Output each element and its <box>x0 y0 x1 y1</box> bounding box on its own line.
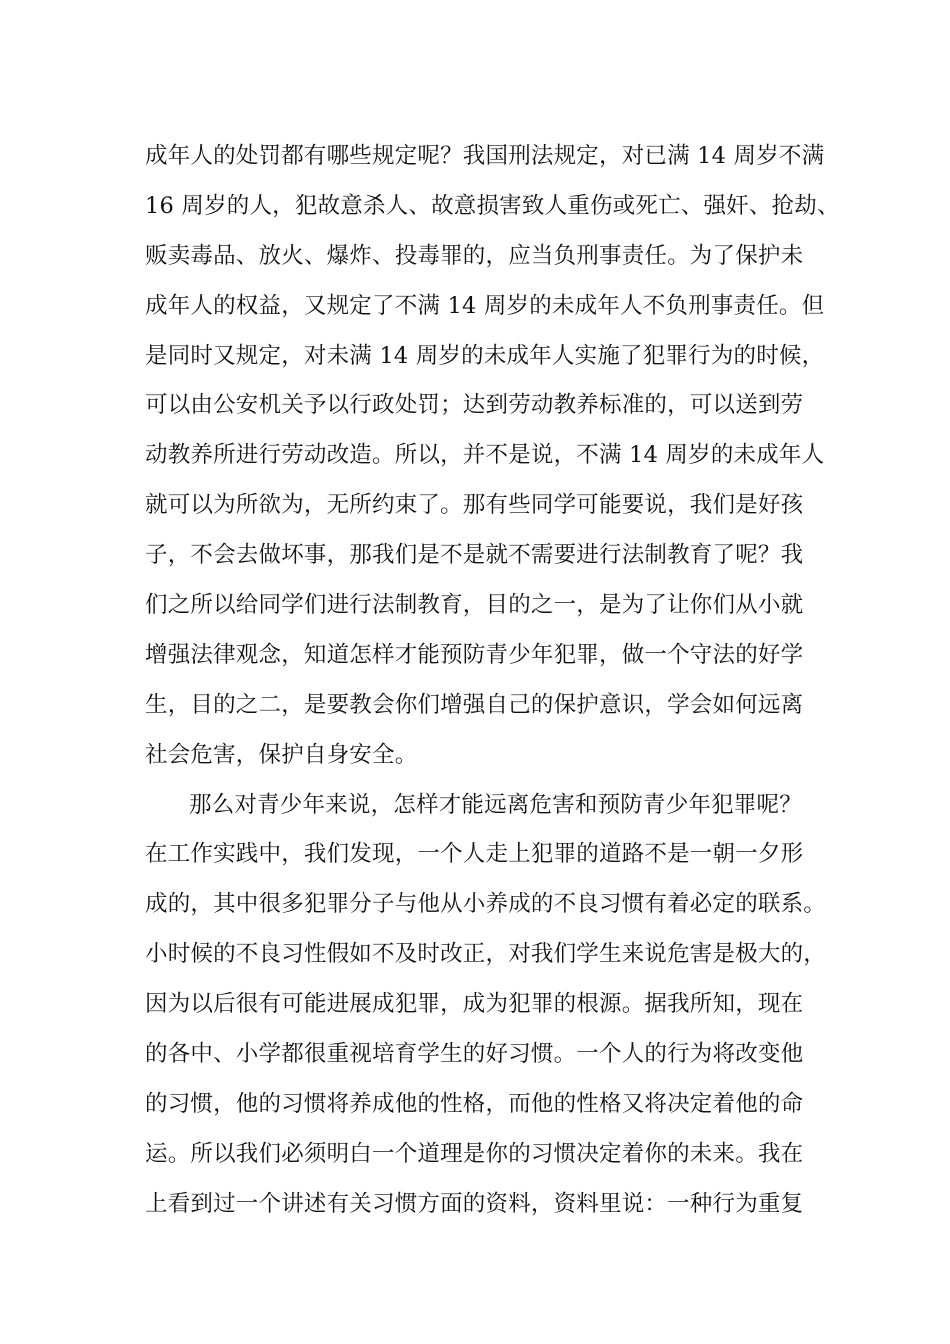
paragraph-start-line: 那么对青少年来说，怎样才能远离危害和预防青少年犯罪呢？ <box>189 791 802 818</box>
text-line: 成年人的权益，又规定了不满 14 周岁的未成年人不负刑事责任。但 <box>145 292 825 319</box>
text-line: 是同时又规定，对未满 14 周岁的未成年人实施了犯罪行为的时候， <box>145 342 825 369</box>
text-line: 贩卖毒品、放火、爆炸、投毒罪的，应当负刑事责任。为了保护未 <box>145 242 804 269</box>
text-line: 成年人的处罚都有哪些规定呢？我国刑法规定，对已满 14 周岁不满 <box>145 143 825 169</box>
text-line: 可以由公安机关予以行政处罚；达到劳动教养标准的，可以送到劳 <box>145 392 804 419</box>
text-line: 小时候的不良习性假如不及时改正，对我们学生来说危害是极大的， <box>145 941 827 968</box>
text-line: 社会危害，保护自身安全。 <box>145 741 418 768</box>
text-line: 运。所以我们必须明白一个道理是你的习惯决定着你的未来。我在 <box>145 1140 804 1167</box>
text-line: 因为以后很有可能进展成犯罪，成为犯罪的根源。据我所知，现在 <box>145 991 804 1018</box>
text-line: 生，目的之二，是要教会你们增强自己的保护意识，学会如何远离 <box>145 691 804 718</box>
text-line: 动教养所进行劳动改造。所以，并不是说，不满 14 周岁的未成年人 <box>145 442 825 469</box>
text-line: 的各中、小学都很重视培育学生的好习惯。一个人的行为将改变他 <box>145 1041 804 1068</box>
body-text <box>145 132 840 1230</box>
text-line: 在工作实践中，我们发现，一个人走上犯罪的道路不是一朝一夕形 <box>145 841 804 868</box>
text-line: 们之所以给同学们进行法制教育，目的之一，是为了让你们从小就 <box>145 592 804 619</box>
text-line: 就可以为所欲为，无所约束了。那有些同学可能要说，我们是好孩 <box>145 492 804 519</box>
text-line: 子，不会去做坏事，那我们是不是就不需要进行法制教育了呢？我 <box>145 542 804 569</box>
text-line: 上看到过一个讲述有关习惯方面的资料，资料里说：一种行为重复 <box>145 1190 804 1217</box>
text-line: 16 周岁的人，犯故意杀人、故意损害致人重伤或死亡、强奸、抢劫、 <box>145 192 840 219</box>
text-line: 增强法律观念，知道怎样才能预防青少年犯罪，做一个守法的好学 <box>145 641 804 668</box>
text-line: 的习惯，他的习惯将养成他的性格，而他的性格又将决定着他的命 <box>145 1090 804 1117</box>
text-line: 成的，其中很多犯罪分子与他从小养成的不良习惯有着必定的联系。 <box>145 891 827 918</box>
